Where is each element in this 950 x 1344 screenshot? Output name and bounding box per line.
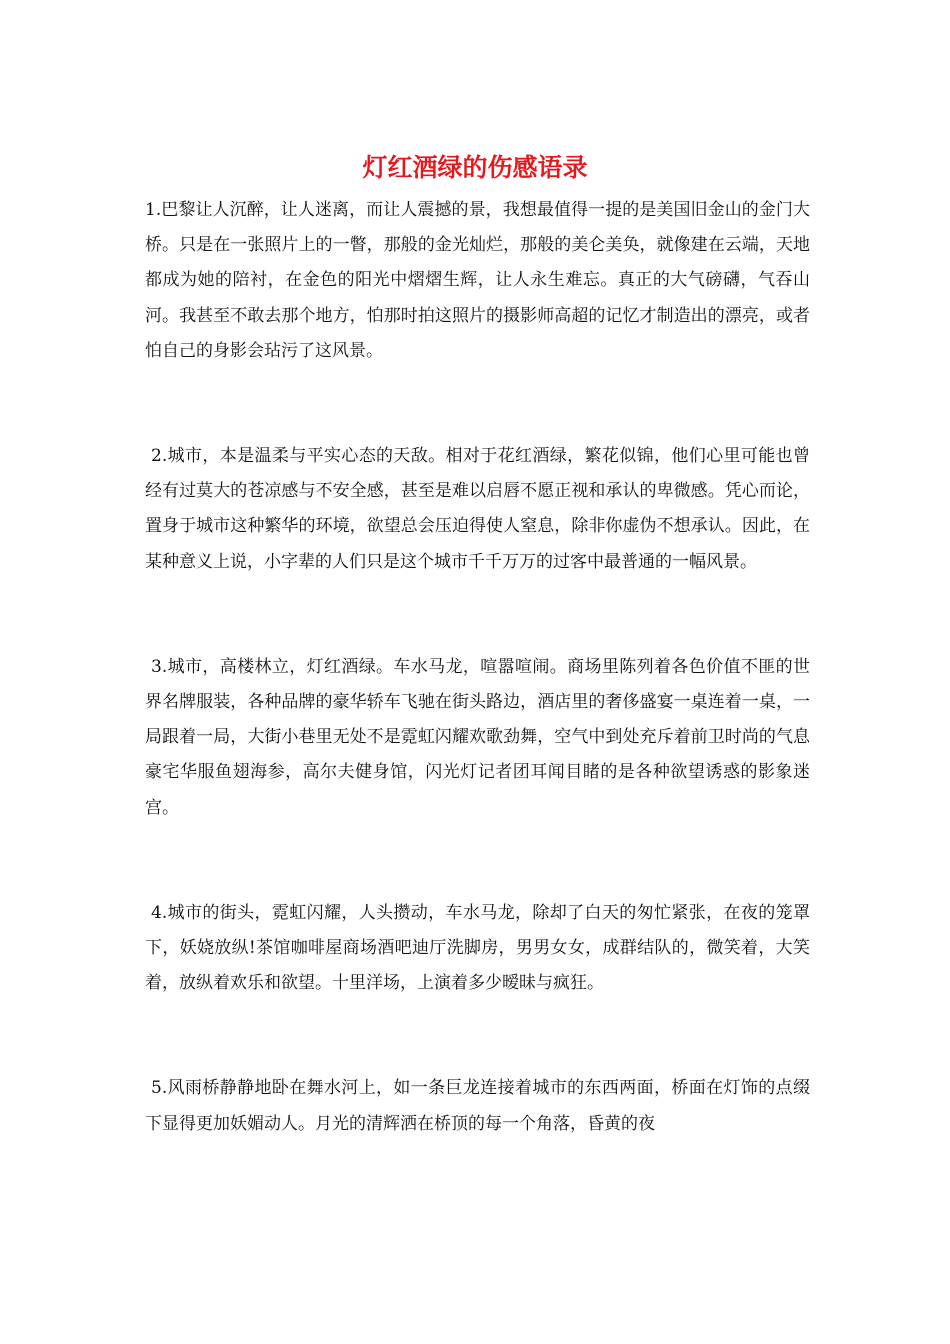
- paragraph-gap: [145, 1001, 810, 1071]
- paragraph-gap: [145, 580, 810, 650]
- document-body: [145, 193, 810, 1142]
- paragraph-5: 5.风雨桥静静地卧在舞水河上，如一条巨龙连接着城市的东西两面，桥面在灯饰的点缀下显得更加妖媚动人。月光的清辉洒在桥顶的每一个角落，昏黄的夜: [145, 1078, 810, 1134]
- paragraph-2: 2.城市，本是温柔与平实心态的天敌。相对于花红酒绿，繁花似锦，他们心里可能也曾经有过莫大的苍凉感与不安全感，甚至是难以启唇不愿正视和承认的卑微感。凭心而论，置身于城市这种繁华的环境，欲望总会压迫得使人窒息，除非你虚伪不想承认。因此，在某种意义上说，小字辈的人们只是这个城市千千万万的过客中最普通的一幅风景。: [145, 446, 810, 572]
- document-title: 灯红酒绿的伤感语录: [362, 153, 588, 182]
- paragraph-1: 1.巴黎让人沉醉，让人迷离，而让人震撼的景，我想最值得一提的是美国旧金山的金门大桥。只是在一张照片上的一瞥，那般的金光灿烂，那般的美仑美奂，就像建在云端，天地都成为她的陪衬，在金色的阳光中熠熠生辉，让人永生难忘。真正的大气磅礴，气吞山河。我甚至不敢去那个地方，怕那时拍这照片的摄影师高超的记忆才制造出的漂亮，或者怕自己的身影会玷污了这风景。: [145, 200, 810, 361]
- paragraph-gap: [145, 369, 810, 439]
- paragraph-gap: [145, 826, 810, 896]
- paragraph-3: 3.城市，高楼林立，灯红酒绿。车水马龙，喧嚣喧闹。商场里陈列着各色价值不匪的世界名牌服装，各种品牌的豪华轿车飞驰在街头路边，酒店里的奢侈盛宴一桌连着一桌，一局跟着一局，大街小巷里无处不是霓虹闪耀欢歌劲舞，空气中到处充斥着前卫时尚的气息豪宅华服鱼翅海参，高尔夫健身馆，闪光灯记者团耳闻目睹的是各种欲望诱惑的影象迷宫。: [145, 656, 810, 818]
- paragraph-4: 4.城市的街头，霓虹闪耀，人头攒动，车水马龙，除却了白天的匆忙紧张，在夜的笼罩下，妖娆放纵!茶馆咖啡屋商场酒吧迪厅洗脚房，男男女女，成群结队的，微笑着，大笑着，放纵着欢乐和欲望。十里洋场，上演着多少暧昧与疯狂。: [145, 902, 810, 994]
